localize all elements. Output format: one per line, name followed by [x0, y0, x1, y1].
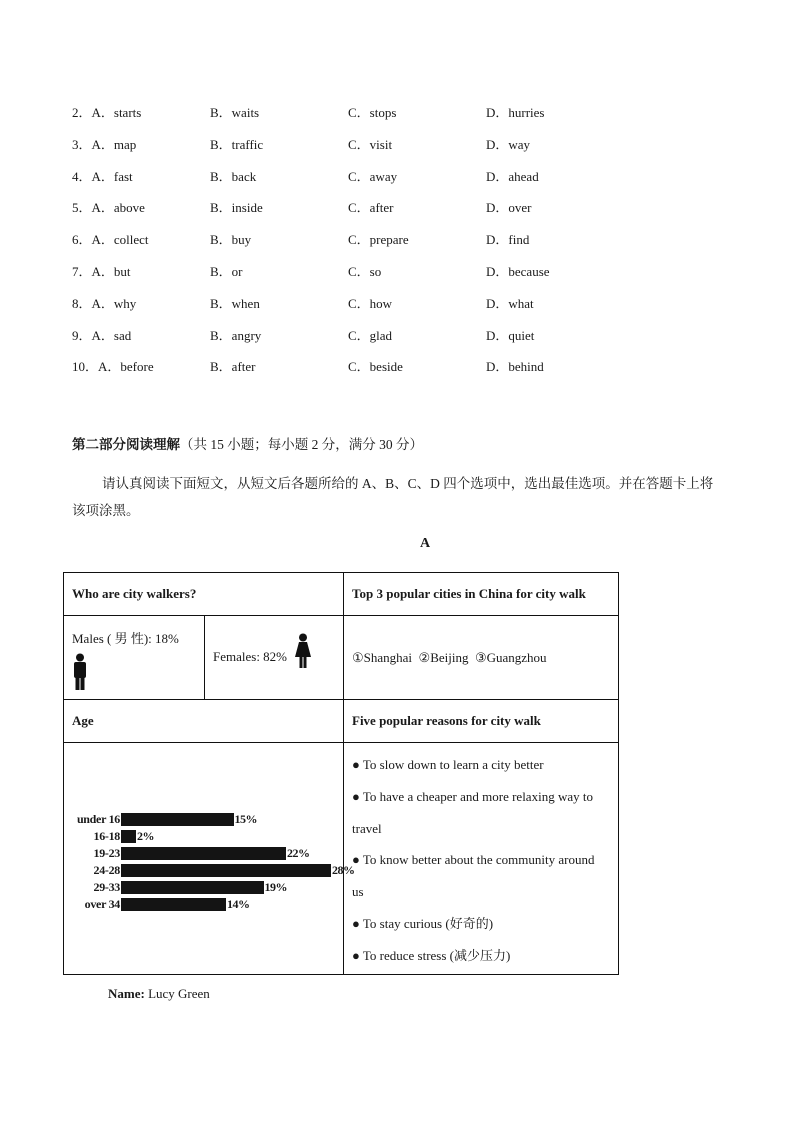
age-category-label: over 34 — [84, 896, 120, 911]
option-c: C．stops — [348, 105, 397, 120]
question-row — [72, 102, 632, 122]
option-a-text: why — [113, 295, 137, 311]
question-number: 10．A． — [72, 359, 121, 375]
question-row — [72, 261, 632, 281]
question-row — [72, 229, 632, 249]
question-row — [72, 293, 632, 313]
option-c: C．so — [348, 264, 382, 279]
name-label: Name: — [108, 986, 145, 1001]
reasons-list — [352, 749, 610, 972]
name-line — [108, 986, 210, 1002]
option-c: C．prepare — [348, 232, 409, 248]
age-bar — [121, 881, 264, 894]
option-c: C．glad — [348, 327, 393, 343]
option-b: B．inside — [210, 200, 263, 216]
age-category-label: 29-33 — [93, 879, 120, 894]
age-value-label: 14% — [227, 896, 250, 911]
option-a-text: before — [120, 359, 154, 375]
age-bar — [121, 813, 234, 826]
age-value-label: 15% — [234, 811, 257, 826]
info-table — [63, 572, 619, 975]
question-number: 9．A． — [72, 327, 114, 343]
reason-item: ● To stay curious (好奇的) — [352, 915, 494, 931]
reason-item: us — [352, 884, 364, 900]
option-a-text: fast — [113, 168, 133, 184]
option-b: B．or — [210, 264, 243, 279]
option-a — [72, 166, 133, 185]
age-chart-cell — [64, 743, 355, 975]
males-cell — [64, 616, 205, 700]
option-a-text: above — [113, 200, 145, 216]
reason-item: ● To have a cheaper and more relaxing way to — [352, 788, 593, 804]
age-bar-row — [64, 897, 334, 911]
section-title — [72, 433, 423, 453]
option-b: B．when — [210, 295, 260, 311]
option-b: B．traffic — [210, 136, 264, 152]
reason-item: ● To know better about the community around — [352, 852, 595, 868]
question-number: 4．A． — [72, 168, 114, 184]
age-bar-row — [64, 846, 334, 860]
male-figure-icon — [72, 653, 88, 691]
section-title-bold: 第二部分阅读理解 — [72, 437, 180, 452]
reason-item: ● To slow down to learn a city better — [352, 757, 544, 772]
age-bar-row — [64, 880, 334, 894]
option-d: D．quiet — [486, 327, 535, 343]
question-number: 7．A． — [72, 264, 114, 279]
option-b: B．after — [210, 359, 256, 375]
option-a-text: sad — [113, 327, 132, 343]
age-category-label: under 16 — [76, 811, 120, 826]
question-number: 5．A． — [72, 200, 114, 216]
option-c: C．away — [348, 168, 398, 184]
age-bar — [121, 830, 136, 843]
reason-item: ● To reduce stress (减少压力) — [352, 947, 511, 963]
instructions: 请认真阅读下面短文，从短文后各题所给的 A、B、C、D 四个选项中，选出最佳选项。并在答题卡上将该项涂黑。 — [72, 476, 714, 518]
question-row — [72, 325, 632, 345]
option-a — [72, 325, 131, 344]
top3-header: Top 3 popular cities in China for city walk — [344, 573, 619, 616]
option-a — [72, 197, 145, 216]
option-d: D．over — [486, 200, 532, 216]
males-text: Males ( 男 性): 18% — [72, 631, 179, 646]
females-cell — [205, 616, 344, 700]
option-a-text: collect — [113, 232, 149, 248]
age-value-label: 19% — [264, 879, 287, 894]
age-value-label: 28% — [332, 862, 355, 877]
option-a-text: starts — [113, 105, 142, 120]
age-bar-row — [64, 829, 334, 843]
question-row — [72, 356, 632, 376]
question-number: 8．A． — [72, 295, 114, 311]
option-a-text: map — [113, 136, 137, 152]
age-value-label: 2% — [137, 828, 154, 843]
question-row — [72, 166, 632, 186]
option-a-text: but — [113, 264, 131, 279]
option-a — [72, 356, 154, 375]
option-a — [72, 102, 141, 121]
females-text: Females: 82% — [213, 648, 288, 664]
option-a — [72, 229, 149, 248]
option-a — [72, 134, 136, 153]
option-c: C．beside — [348, 359, 403, 375]
option-b: B．buy — [210, 232, 252, 248]
option-c: C．how — [348, 295, 393, 311]
age-category-label: 16-18 — [93, 828, 120, 843]
age-bar-row — [64, 812, 334, 826]
option-d: D．because — [486, 264, 550, 279]
age-category-label: 24-28 — [93, 862, 120, 877]
passage-label: A — [419, 536, 431, 551]
option-b: B．back — [210, 168, 257, 184]
question-row — [72, 197, 632, 217]
age-bar — [121, 864, 331, 877]
option-d: D．ahead — [486, 168, 539, 184]
age-category-label: 19-23 — [93, 845, 120, 860]
option-d: D．way — [486, 136, 531, 152]
reasons-cell — [344, 743, 619, 975]
age-bar — [121, 847, 286, 860]
cities-cell: ①Shanghai ②Beijing ③Guangzhou — [344, 616, 619, 700]
option-d: D．find — [486, 232, 530, 248]
option-b: B．angry — [210, 327, 262, 343]
option-d: D．hurries — [486, 105, 545, 120]
question-number: 6．A． — [72, 232, 114, 248]
age-bar — [121, 898, 226, 911]
option-b: B．waits — [210, 105, 260, 120]
section-title-rest: （共 15 小题；每小题 2 分，满分 30 分） — [180, 437, 423, 452]
age-chart — [64, 744, 355, 974]
option-d: D．behind — [486, 359, 544, 375]
question-number: 2．A． — [72, 105, 114, 120]
question-number: 3．A． — [72, 136, 114, 152]
female-figure-icon — [294, 633, 312, 669]
option-a — [72, 261, 131, 280]
reason-item: travel — [352, 820, 382, 836]
reasons-header: Five popular reasons for city walk — [344, 700, 619, 743]
age-bar-row — [64, 862, 355, 877]
age-header: Age — [64, 700, 344, 743]
option-c: C．visit — [348, 136, 393, 152]
name-value: Lucy Green — [148, 986, 210, 1001]
who-header: Who are city walkers? — [64, 573, 344, 616]
option-d: D．what — [486, 295, 534, 311]
option-c: C．after — [348, 200, 394, 216]
question-row — [72, 134, 632, 154]
age-value-label: 22% — [287, 845, 310, 860]
option-a — [72, 293, 136, 312]
